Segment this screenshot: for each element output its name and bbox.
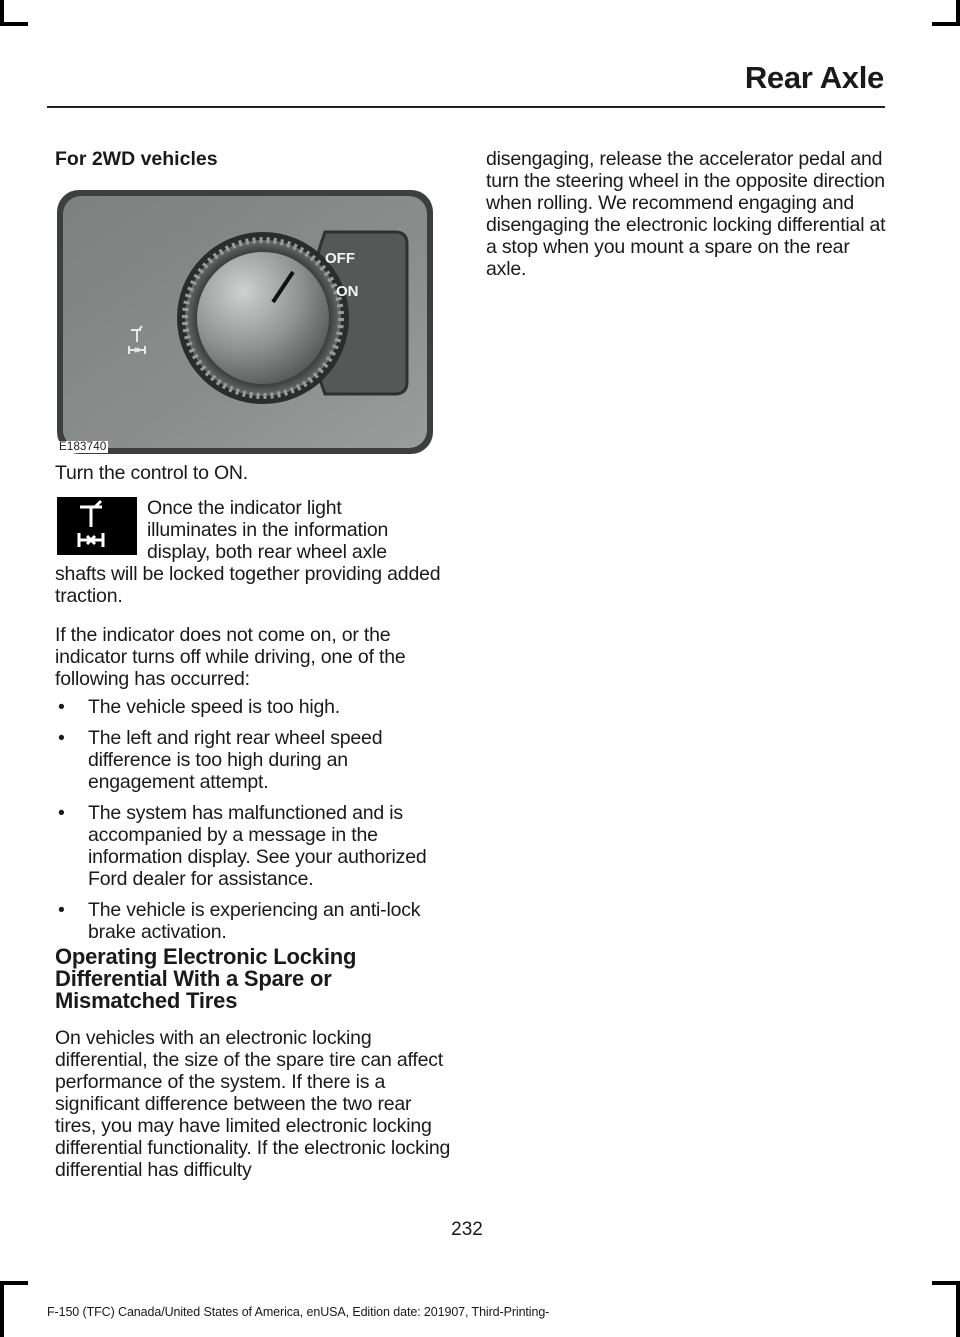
list-item (55, 696, 455, 718)
bullet-marker: • (58, 802, 65, 824)
bullet-marker: • (58, 727, 65, 749)
on-label: ON (336, 283, 359, 300)
right-column-text: disengaging, release the accelerator pedal and turn the steering wheel in the opposite direction when rolling. We recommend engaging and disengaging the electronic locking differential at a stop when you mount a spare on the rear axle. (486, 148, 886, 280)
subheading: For 2WD vehicles (55, 148, 218, 170)
title-divider (47, 106, 885, 108)
indicator-line: display, both rear wheel axle (147, 541, 387, 563)
locking-differential-control-figure (55, 188, 435, 458)
indicator-light-figure (57, 497, 137, 555)
off-label: OFF (325, 250, 355, 267)
footer-text: F-150 (TFC) Canada/United States of America, enUSA, Edition date: 201907, Third-Printing- (47, 1305, 550, 1319)
indicator-line: Once the indicator light (147, 497, 342, 519)
list-item-text: The vehicle is experiencing an anti-lock brake activation. (88, 899, 421, 943)
page-number: 232 (451, 1219, 483, 1240)
list-item (55, 899, 455, 943)
bullet-marker: • (58, 899, 65, 921)
crop-mark (932, 22, 960, 26)
list-item-text: The vehicle speed is too high. (88, 696, 340, 718)
page-title: Rear Axle (744, 60, 884, 95)
section-body: On vehicles with an electronic locking differential, the size of the spare tire can affect performance of the system. If there is a significant difference between the two rear tires, you may have limited electronic locking differential functionality. If the electronic locking differential has difficulty (55, 1027, 451, 1181)
figure-code: E183740 (59, 441, 107, 453)
indicator-line: illuminates in the information (147, 519, 389, 541)
crop-mark (0, 1281, 4, 1337)
crop-mark (0, 22, 28, 26)
locking-differential-icon (57, 497, 137, 555)
list-item-text: The left and right rear wheel speed difference is too high during an engagement attempt. (88, 727, 383, 793)
crop-mark (956, 1281, 960, 1337)
indicator-description (147, 497, 447, 563)
instruction-text: Turn the control to ON. (55, 462, 249, 484)
section-heading: Operating Electronic Locking Differential With a Spare or Mismatched Tires (55, 944, 357, 1013)
list-item (55, 727, 455, 793)
list-item-text: The system has malfunctioned and is accompanied by a message in the information display. See your authorized Ford dealer for assistance. (88, 802, 427, 890)
indicator-continuation: shafts will be locked together providing added traction. (55, 563, 441, 607)
indicator-not-on-intro: If the indicator does not come on, or the indicator turns off while driving, one of the following has occurred: (55, 624, 406, 690)
list-item (55, 802, 455, 890)
bullet-marker: • (58, 696, 65, 718)
condition-list (55, 696, 455, 952)
crop-mark (0, 1281, 28, 1285)
